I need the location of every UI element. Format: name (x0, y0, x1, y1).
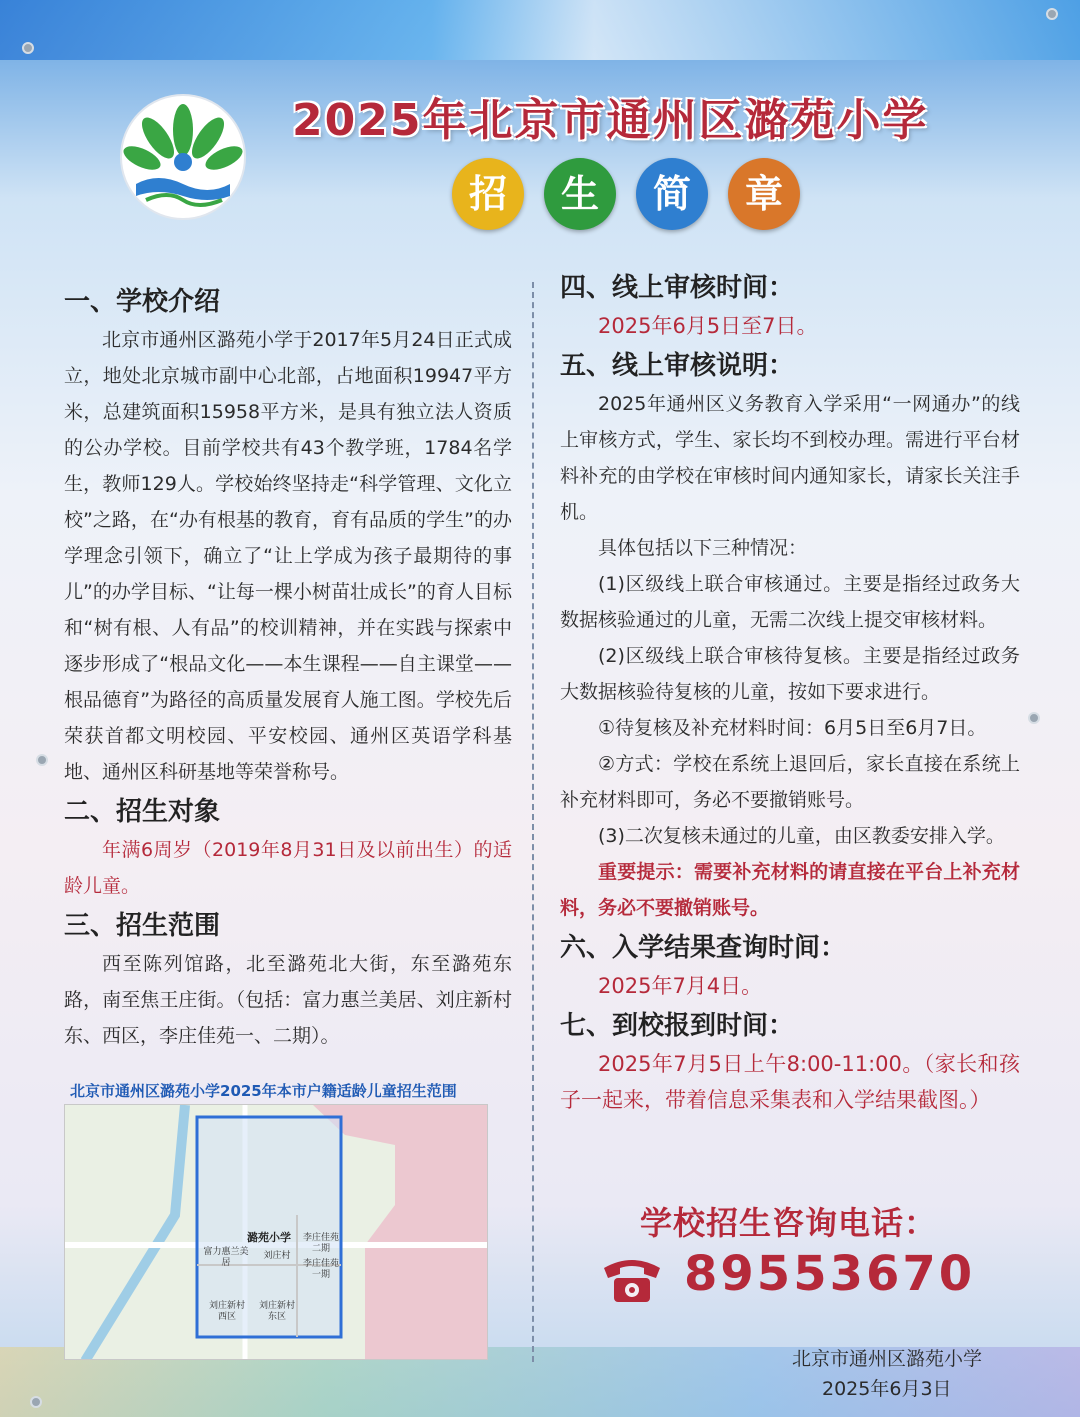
section-heading-target: 二、招生对象 (64, 797, 221, 827)
section-body-target: 年满6周岁（2019年8月31日及以前出生）的适龄儿童。 (64, 839, 512, 897)
subtitle-char-badge: 招 (452, 158, 524, 230)
review-case-2: (2)区级线上联合审核待复核。主要是指经过政务大数据核验待复核的儿童，按如下要求进行。 (560, 645, 1020, 703)
map-area-label: 李庄佳苑一期 (302, 1259, 339, 1280)
telephone-icon (600, 1250, 664, 1306)
section-heading-intro: 一、学校介绍 (64, 287, 221, 317)
section-body-intro: 北京市通州区潞苑小学于2017年5月24日正式成立，地处北京城市副中心北部，占地面积19947平方米，总建筑面积15958平方米，是具有独立法人资质的公办学校。目前学校共有43个教学班，1784名学生，教师129人。学校始终坚持走“科学管理、文化立校”之路，在“办有根基的教育，育有品质的学生”的办学理念引领下，确立了“让上学成为孩子最期待的事儿”的办学目标、“让每一棵小树苗壮成长”的育人目标和“树有根、人有品”的校训精神，并在实践与探索中逐步形成了“根品文化——本生课程——自主课堂——根品德育”为路径的高质量发展育人施工图。学校先后荣获首都文明校园、平安校园、通州区英语学科基地、通州区科研基地等荣誉称号。 (64, 329, 512, 783)
review-cases-intro: 具体包括以下三种情况： (598, 537, 808, 559)
map-area-label: 刘庄村 (263, 1251, 291, 1261)
map-title: 北京市通州区潞苑小学2025年本市户籍适龄儿童招生范围 (70, 1082, 457, 1100)
screw-icon (1046, 8, 1058, 20)
subtitle-char-badge: 章 (728, 158, 800, 230)
section-heading-review-time: 四、线上审核时间： (560, 273, 795, 303)
section-heading-review-notes: 五、线上审核说明： (560, 351, 795, 381)
left-column (64, 280, 512, 1054)
map-area-label: 刘庄新村西区 (208, 1301, 245, 1322)
enrollment-map (64, 1104, 488, 1360)
subtitle-badges (452, 158, 812, 234)
screw-icon (36, 754, 48, 766)
section-body-report-time: 2025年7月5日上午8:00-11:00。（家长和孩子一起来，带着信息采集表和入学结果截图。） (560, 1052, 1020, 1112)
column-divider (532, 282, 534, 1362)
screw-icon (1028, 712, 1040, 724)
section-body-review-notes: 2025年通州区义务教育入学采用“一网通办”的线上审核方式，学生、家长均不到校办理。需进行平台材料补充的由学校在审核时间内通知家长，请家长关注手机。 (560, 393, 1020, 523)
page-title: 2025年北京市通州区潞苑小学 (292, 95, 929, 146)
screw-icon (22, 42, 34, 54)
review-case-3: (3)二次复核未通过的儿童，由区教委安排入学。 (598, 825, 1005, 847)
top-wave-decoration (0, 0, 1080, 60)
subtitle-char-badge: 生 (544, 158, 616, 230)
map-area-label: 富力惠兰美居 (203, 1247, 249, 1268)
contact-phone-number: 89553670 (684, 1246, 976, 1302)
map-area-label: 刘庄新村东区 (258, 1301, 295, 1322)
section-heading-result-time: 六、入学结果查询时间： (560, 933, 847, 963)
subtitle-char-badge: 简 (636, 158, 708, 230)
map-area-label: 李庄佳苑二期 (302, 1233, 339, 1254)
review-case-2b: ②方式：学校在系统上退回后，家长直接在系统上补充材料即可，务必不要撤销账号。 (560, 753, 1020, 811)
section-body-review-time: 2025年6月5日至7日。 (598, 314, 818, 338)
review-case-1: (1)区级线上联合审核通过。主要是指经过政务大数据核验通过的儿童，无需二次线上提交审核材料。 (560, 573, 1020, 631)
footer-organization: 北京市通州区潞苑小学 (792, 1348, 983, 1370)
screw-icon (30, 1396, 42, 1408)
section-heading-range: 三、招生范围 (64, 911, 221, 941)
map-school-label: 潞苑小学 (247, 1231, 291, 1244)
contact-phone-label: 学校招生咨询电话： (640, 1204, 938, 1242)
review-case-2a: ①待复核及补充材料时间：6月5日至6月7日。 (598, 717, 987, 739)
section-body-range: 西至陈列馆路，北至潞苑北大街，东至潞苑东路，南至焦王庄街。（包括：富力惠兰美居、刘庄新村东、西区，李庄佳苑一、二期）。 (64, 953, 512, 1047)
section-heading-report-time: 七、到校报到时间： (560, 1011, 795, 1041)
right-column (560, 266, 1020, 1118)
school-logo-icon (118, 92, 248, 222)
important-notice: 重要提示：需要补充材料的请直接在平台上补充材料，务必不要撤销账号。 (560, 861, 1020, 919)
footer-date: 2025年6月3日 (822, 1378, 952, 1400)
section-body-result-time: 2025年7月4日。 (598, 974, 763, 998)
